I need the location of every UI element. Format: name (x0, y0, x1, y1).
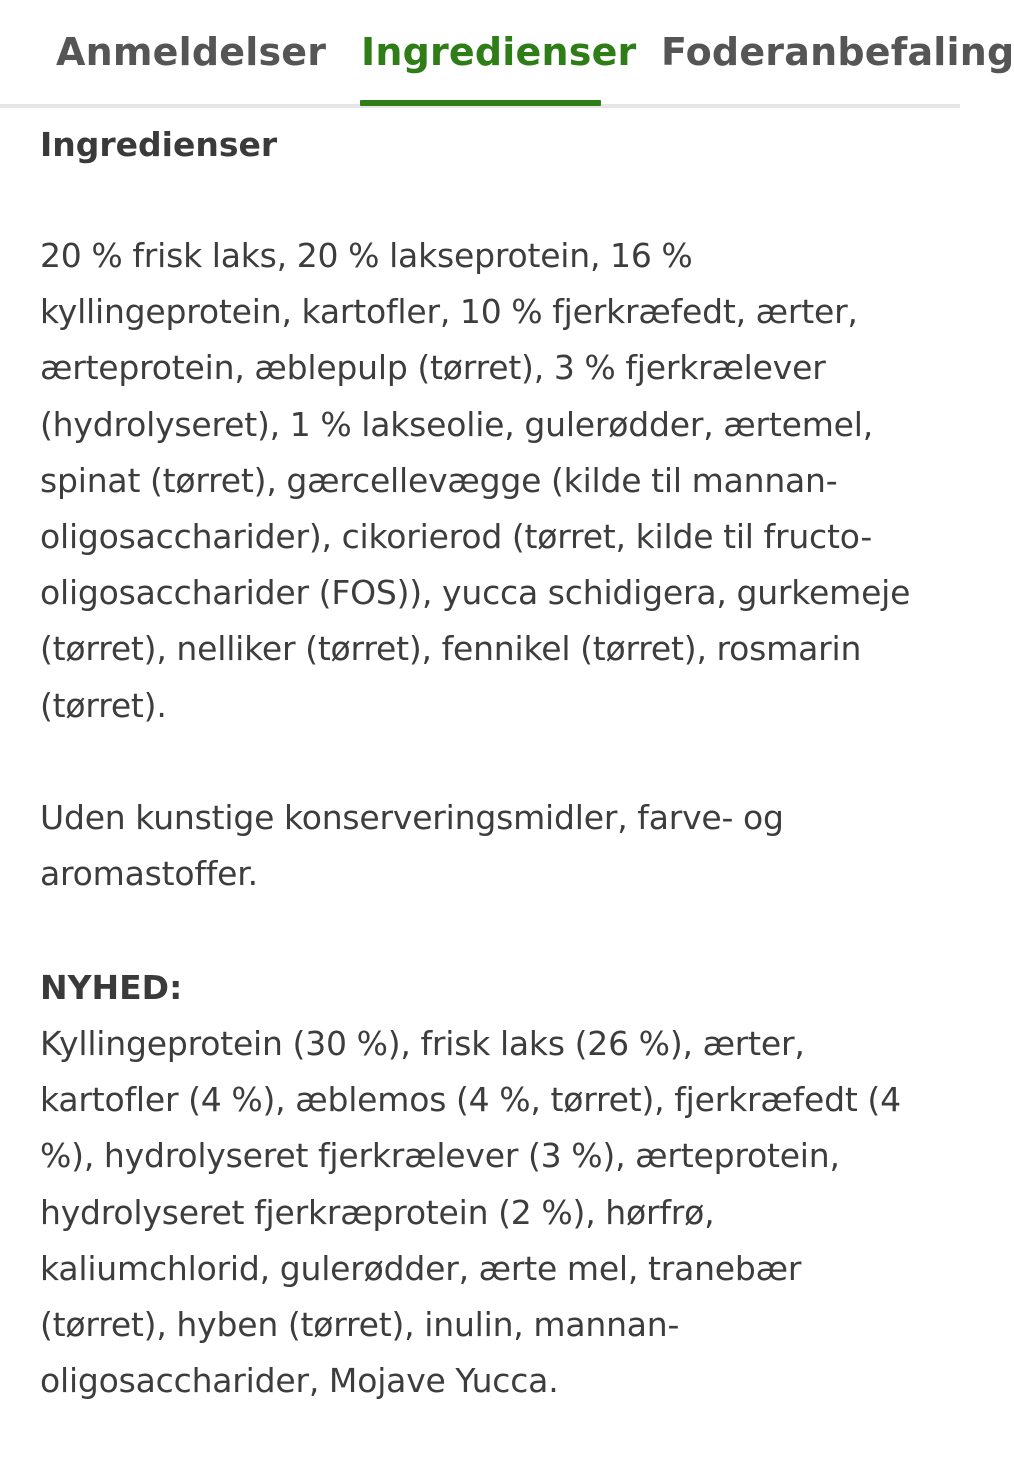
tab-anmeldelser[interactable]: Anmeldelser (56, 30, 327, 74)
ingredients-text: 20 % frisk laks, 20 % lakseprotein, 16 % kyllingeprotein, kartofler, 10 % fjerkræfedt, ærter, ærteprotein, æblepulp (tørret), 3 % fjerkrælever (hydrolyseret), 1 % lakseolie, gulerødder, ærtemel, spinat (tørret), gærcellevægge (kilde til mannan-oligosaccharider), cikorierod (tørret, kilde til fructo-oligosaccharider (FOS)), yucca schidigera, gurkemeje (tørret), nelliker (tørret), fennikel (tørret), rosmarin (tørret). (40, 236, 911, 725)
nyhed-ingredients-text: Kyllingeprotein (30 %), frisk laks (26 %), ærter, kartofler (4 %), æblemos (4 %, tørret), fjerkræfedt (4 %), hydrolyseret fjerkrælever (3 %), ærteprotein, hydrolyseret fjerkræprotein (2 %), hørfrø, kaliumchlorid, gulerødder, ærte mel, tranebær (tørret), hyben (tørret), inulin, mannan-oligosaccharider, Mojave Yucca. (40, 1024, 901, 1401)
tab-bar (0, 0, 1014, 108)
active-tab-indicator (360, 100, 601, 106)
nyhed-label: NYHED: (40, 968, 183, 1007)
additives-note: Uden kunstige konserveringsmidler, farve- og aromastoffer. (40, 798, 784, 894)
section-heading: Ingredienser (40, 125, 278, 164)
tab-foderanbefaling[interactable]: Foderanbefaling (661, 30, 1014, 74)
ingredients-panel (40, 122, 920, 1401)
tab-ingredienser[interactable]: Ingredienser (361, 30, 637, 74)
